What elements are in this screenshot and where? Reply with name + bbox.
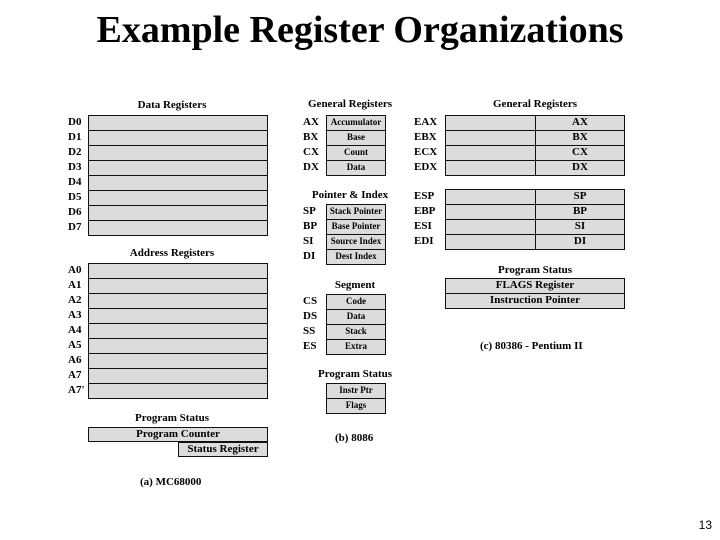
status-register: Status Register <box>178 442 268 457</box>
i8086-pointer-register-name: SP <box>303 205 316 217</box>
i8086-general-register: Accumulator <box>326 115 386 131</box>
i8086-segment-register-name: SS <box>303 325 316 337</box>
mc68000-program-status-header: Program Status <box>134 412 210 424</box>
i80386-general-registers-header: General Registers <box>493 98 577 110</box>
i8086-pointer-register-name: BP <box>303 220 318 232</box>
address-register <box>88 353 268 369</box>
segment-header: Segment <box>334 279 376 291</box>
i80386-general-register-name: ECX <box>414 146 438 158</box>
data-register-label: D5 <box>68 191 82 203</box>
program-counter-register: Program Counter <box>88 427 268 442</box>
i8086-segment-register: Stack <box>326 324 386 340</box>
i80386-general-register-low-half: CX <box>535 145 625 161</box>
i8086-pointer-register-name: SI <box>303 235 314 247</box>
pointer-index-header: Pointer & Index <box>311 189 389 201</box>
i8086-pointer-register: Base Pointer <box>326 219 386 235</box>
address-register <box>88 278 268 294</box>
address-register <box>88 263 268 279</box>
i80386-program-status-header: Program Status <box>497 264 573 276</box>
address-register-label: A1 <box>68 279 82 291</box>
data-register <box>88 175 268 191</box>
i8086-general-register: Base <box>326 130 386 146</box>
data-register-label: D0 <box>68 116 82 128</box>
address-register-label: A5 <box>68 339 82 351</box>
address-register-label: A7 <box>68 369 82 381</box>
i8086-caption: (b) 8086 <box>335 432 374 444</box>
i80386-pointer-register-name: ESP <box>414 190 435 202</box>
data-register <box>88 160 268 176</box>
address-register-label: A3 <box>68 309 82 321</box>
address-register <box>88 308 268 324</box>
slide-title: Example Register Organizations <box>96 9 624 51</box>
data-register-label: D7 <box>68 221 82 233</box>
address-register <box>88 323 268 339</box>
data-register-label: D6 <box>68 206 82 218</box>
i8086-pointer-register-name: DI <box>303 250 316 262</box>
i8086-general-register: Count <box>326 145 386 161</box>
i80386-general-register-low-half: BX <box>535 130 625 146</box>
address-register-label: A2 <box>68 294 82 306</box>
i80386-pointer-register-name: ESI <box>414 220 432 232</box>
data-register-label: D2 <box>68 146 82 158</box>
i80386-general-register-low-half: AX <box>535 115 625 131</box>
address-registers-header: Address Registers <box>129 247 215 259</box>
address-register-label: A6 <box>68 354 82 366</box>
data-register <box>88 115 268 131</box>
i8086-program-status-header: Program Status <box>317 368 393 380</box>
i80386-pointer-register-low-half: BP <box>535 204 625 220</box>
i8086-segment-register: Data <box>326 309 386 325</box>
address-register-label: A7' <box>68 384 85 396</box>
i80386-general-register-low-half: DX <box>535 160 625 176</box>
i8086-general-register: Data <box>326 160 386 176</box>
i8086-segment-register-name: ES <box>303 340 317 352</box>
address-register-label: A0 <box>68 264 82 276</box>
i8086-general-register-name: DX <box>303 161 319 173</box>
i8086-status-register: Flags <box>326 398 386 414</box>
data-register <box>88 220 268 236</box>
i80386-status-register: Instruction Pointer <box>445 293 625 309</box>
i80386-status-register: FLAGS Register <box>445 278 625 294</box>
data-register-label: D1 <box>68 131 82 143</box>
i8086-status-register: Instr Ptr <box>326 383 386 399</box>
i80386-general-register-name: EDX <box>414 161 438 173</box>
i8086-pointer-register: Stack Pointer <box>326 204 386 220</box>
i8086-segment-register-name: DS <box>303 310 318 322</box>
i8086-segment-register-name: CS <box>303 295 318 307</box>
data-register <box>88 130 268 146</box>
page-number: 13 <box>698 518 712 532</box>
address-register <box>88 368 268 384</box>
i80386-caption: (c) 80386 - Pentium II <box>480 340 583 352</box>
mc68000-caption: (a) MC68000 <box>140 476 202 488</box>
address-register <box>88 338 268 354</box>
i80386-general-register-name: EAX <box>414 116 438 128</box>
i80386-pointer-register-low-half: SI <box>535 219 625 235</box>
i80386-pointer-register-low-half: SP <box>535 189 625 205</box>
i8086-general-registers-header: General Registers <box>308 98 392 110</box>
i80386-pointer-register-name: EBP <box>414 205 436 217</box>
data-register <box>88 145 268 161</box>
data-register-label: D4 <box>68 176 82 188</box>
address-register <box>88 293 268 309</box>
i8086-general-register-name: BX <box>303 131 319 143</box>
i8086-segment-register: Extra <box>326 339 386 355</box>
data-registers-header: Data Registers <box>137 99 207 111</box>
i8086-general-register-name: CX <box>303 146 319 158</box>
i8086-segment-register: Code <box>326 294 386 310</box>
i80386-pointer-register-low-half: DI <box>535 234 625 250</box>
i80386-pointer-register-name: EDI <box>414 235 434 247</box>
data-register <box>88 190 268 206</box>
i80386-general-register-name: EBX <box>414 131 437 143</box>
data-register-label: D3 <box>68 161 82 173</box>
i8086-general-register-name: AX <box>303 116 319 128</box>
address-register-label: A4 <box>68 324 82 336</box>
data-register <box>88 205 268 221</box>
i8086-pointer-register: Source Index <box>326 234 386 250</box>
i8086-pointer-register: Dest Index <box>326 249 386 265</box>
address-register <box>88 383 268 399</box>
